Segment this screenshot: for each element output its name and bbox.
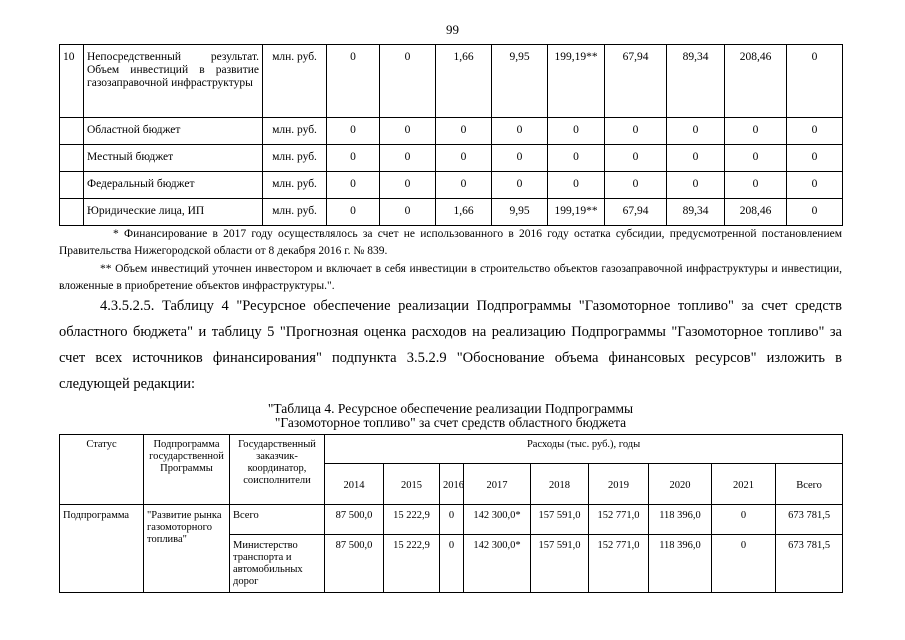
value-cell: 0: [380, 45, 436, 118]
value-cell: 208,46: [725, 45, 787, 118]
row-unit-cell: млн. руб.: [263, 172, 327, 199]
row-number-cell: 10: [60, 45, 84, 118]
value-cell: 0: [712, 535, 776, 593]
value-cell: 1,66: [436, 45, 492, 118]
row-name-cell: Местный бюджет: [84, 145, 263, 172]
value-cell: 0: [492, 172, 548, 199]
value-cell: 152 771,0: [589, 535, 649, 593]
value-cell: 0: [436, 172, 492, 199]
value-cell: 0: [327, 172, 380, 199]
value-cell: 9,95: [492, 45, 548, 118]
row-unit-cell: млн. руб.: [263, 118, 327, 145]
customer-cell: Всего: [230, 505, 325, 535]
value-cell: 199,19**: [548, 45, 605, 118]
value-cell: 1,66: [436, 199, 492, 226]
value-cell: 673 781,5: [776, 535, 843, 593]
row-number-cell: [60, 145, 84, 172]
value-cell: 0: [605, 145, 667, 172]
value-cell: 15 222,9: [384, 505, 440, 535]
value-cell: 0: [380, 145, 436, 172]
value-cell: 0: [436, 118, 492, 145]
header-year: 2018: [531, 464, 589, 505]
subprogram-cell: "Развитие рынка газомоторного топлива": [144, 505, 230, 593]
page-number: 99: [446, 22, 459, 37]
row-unit-cell: млн. руб.: [263, 199, 327, 226]
value-cell: 0: [787, 172, 843, 199]
value-cell: 208,46: [725, 199, 787, 226]
header-year: Всего: [776, 464, 843, 505]
row-name-cell: Непосредственный результат. Объем инвестиций в развитие газозаправочной инфраструктуры: [84, 45, 263, 118]
value-cell: 15 222,9: [384, 535, 440, 593]
value-cell: 673 781,5: [776, 505, 843, 535]
value-cell: 0: [492, 118, 548, 145]
value-cell: 142 300,0*: [464, 505, 531, 535]
status-cell: Подпрограмма: [60, 505, 144, 593]
row-name-cell: Федеральный бюджет: [84, 172, 263, 199]
value-cell: 0: [787, 145, 843, 172]
value-cell: 67,94: [605, 199, 667, 226]
value-cell: 89,34: [667, 199, 725, 226]
header-customer: Государственный заказчик-координатор, соисполнители: [230, 435, 325, 505]
value-cell: 199,19**: [548, 199, 605, 226]
row-name-cell: Областной бюджет: [84, 118, 263, 145]
value-cell: 0: [440, 535, 464, 593]
value-cell: 0: [327, 118, 380, 145]
value-cell: 0: [725, 145, 787, 172]
value-cell: 0: [787, 45, 843, 118]
header-year: 2016: [440, 464, 464, 505]
table-row: [60, 145, 843, 172]
footnote-1: * Финансирование в 2017 году осуществлялось за счет не использованного в 2016 году остатка субсидии, предусмотренной постановлением Правительства Нижегородской области от 8 декабря 2016 г. № 839.: [59, 228, 842, 257]
value-cell: 0: [712, 505, 776, 535]
value-cell: 0: [492, 145, 548, 172]
value-cell: 89,34: [667, 45, 725, 118]
header-year: 2021: [712, 464, 776, 505]
table-row: [60, 199, 843, 226]
header-year: 2014: [325, 464, 384, 505]
header-year: 2015: [384, 464, 440, 505]
value-cell: 0: [667, 118, 725, 145]
row-number-cell: [60, 118, 84, 145]
value-cell: 0: [440, 505, 464, 535]
body-paragraph: 4.3.5.2.5. Таблицу 4 "Ресурсное обеспечение реализации Подпрограммы "Газомоторное топливо" за счет средств областного бюджета" и таблицу 5 "Прогнозная оценка расходов на реализацию Подпрограммы "Газомоторное топливо" за счет всех источников финансирования" подпункта 3.5.2.9 "Обоснование объема финансовых ресурсов" изложить в следующей редакции:: [59, 298, 842, 392]
row-number-cell: [60, 172, 84, 199]
value-cell: 0: [548, 118, 605, 145]
value-cell: 0: [380, 199, 436, 226]
value-cell: 152 771,0: [589, 505, 649, 535]
header-year: 2017: [464, 464, 531, 505]
value-cell: 157 591,0: [531, 505, 589, 535]
value-cell: 0: [667, 172, 725, 199]
value-cell: 9,95: [492, 199, 548, 226]
header-status: Статус: [60, 435, 144, 505]
value-cell: 0: [548, 172, 605, 199]
resource-table: [59, 434, 843, 593]
footnote-2: ** Объем инвестиций уточнен инвестором и включает в себя инвестиции в строительство объектов газозаправочной инфраструктуры и инвестиции, вложенные в приобретение объектов инфраструктуры.".: [59, 263, 842, 292]
value-cell: 0: [380, 118, 436, 145]
table-row: [60, 505, 843, 535]
value-cell: 87 500,0: [325, 535, 384, 593]
value-cell: 0: [436, 145, 492, 172]
caption-line-1: "Таблица 4. Ресурсное обеспечение реализации Подпрограммы: [267, 401, 634, 416]
value-cell: 87 500,0: [325, 505, 384, 535]
value-cell: 0: [605, 172, 667, 199]
investment-table: [59, 44, 843, 226]
value-cell: 157 591,0: [531, 535, 589, 593]
customer-cell: Министерство транспорта и автомобильных дорог: [230, 535, 325, 593]
table-caption: [59, 402, 842, 430]
row-name-cell: Юридические лица, ИП: [84, 199, 263, 226]
table-row: [60, 118, 843, 145]
table-row: [60, 45, 843, 118]
caption-line-2: "Газомоторное топливо" за счет средств областного бюджета: [274, 415, 627, 430]
row-number-cell: [60, 199, 84, 226]
row-unit-cell: млн. руб.: [263, 145, 327, 172]
value-cell: 0: [327, 145, 380, 172]
value-cell: 142 300,0*: [464, 535, 531, 593]
value-cell: 118 396,0: [649, 505, 712, 535]
table-row: [60, 172, 843, 199]
header-expenses: Расходы (тыс. руб.), годы: [325, 435, 843, 464]
header-subprogram: Подпрограмма государственной Программы: [144, 435, 230, 505]
value-cell: 0: [787, 118, 843, 145]
header-year: 2019: [589, 464, 649, 505]
value-cell: 67,94: [605, 45, 667, 118]
value-cell: 0: [787, 199, 843, 226]
value-cell: 0: [605, 118, 667, 145]
header-year: 2020: [649, 464, 712, 505]
value-cell: 0: [725, 172, 787, 199]
value-cell: 0: [548, 145, 605, 172]
value-cell: 118 396,0: [649, 535, 712, 593]
value-cell: 0: [667, 145, 725, 172]
value-cell: 0: [725, 118, 787, 145]
row-unit-cell: млн. руб.: [263, 45, 327, 118]
value-cell: 0: [327, 199, 380, 226]
value-cell: 0: [327, 45, 380, 118]
value-cell: 0: [380, 172, 436, 199]
